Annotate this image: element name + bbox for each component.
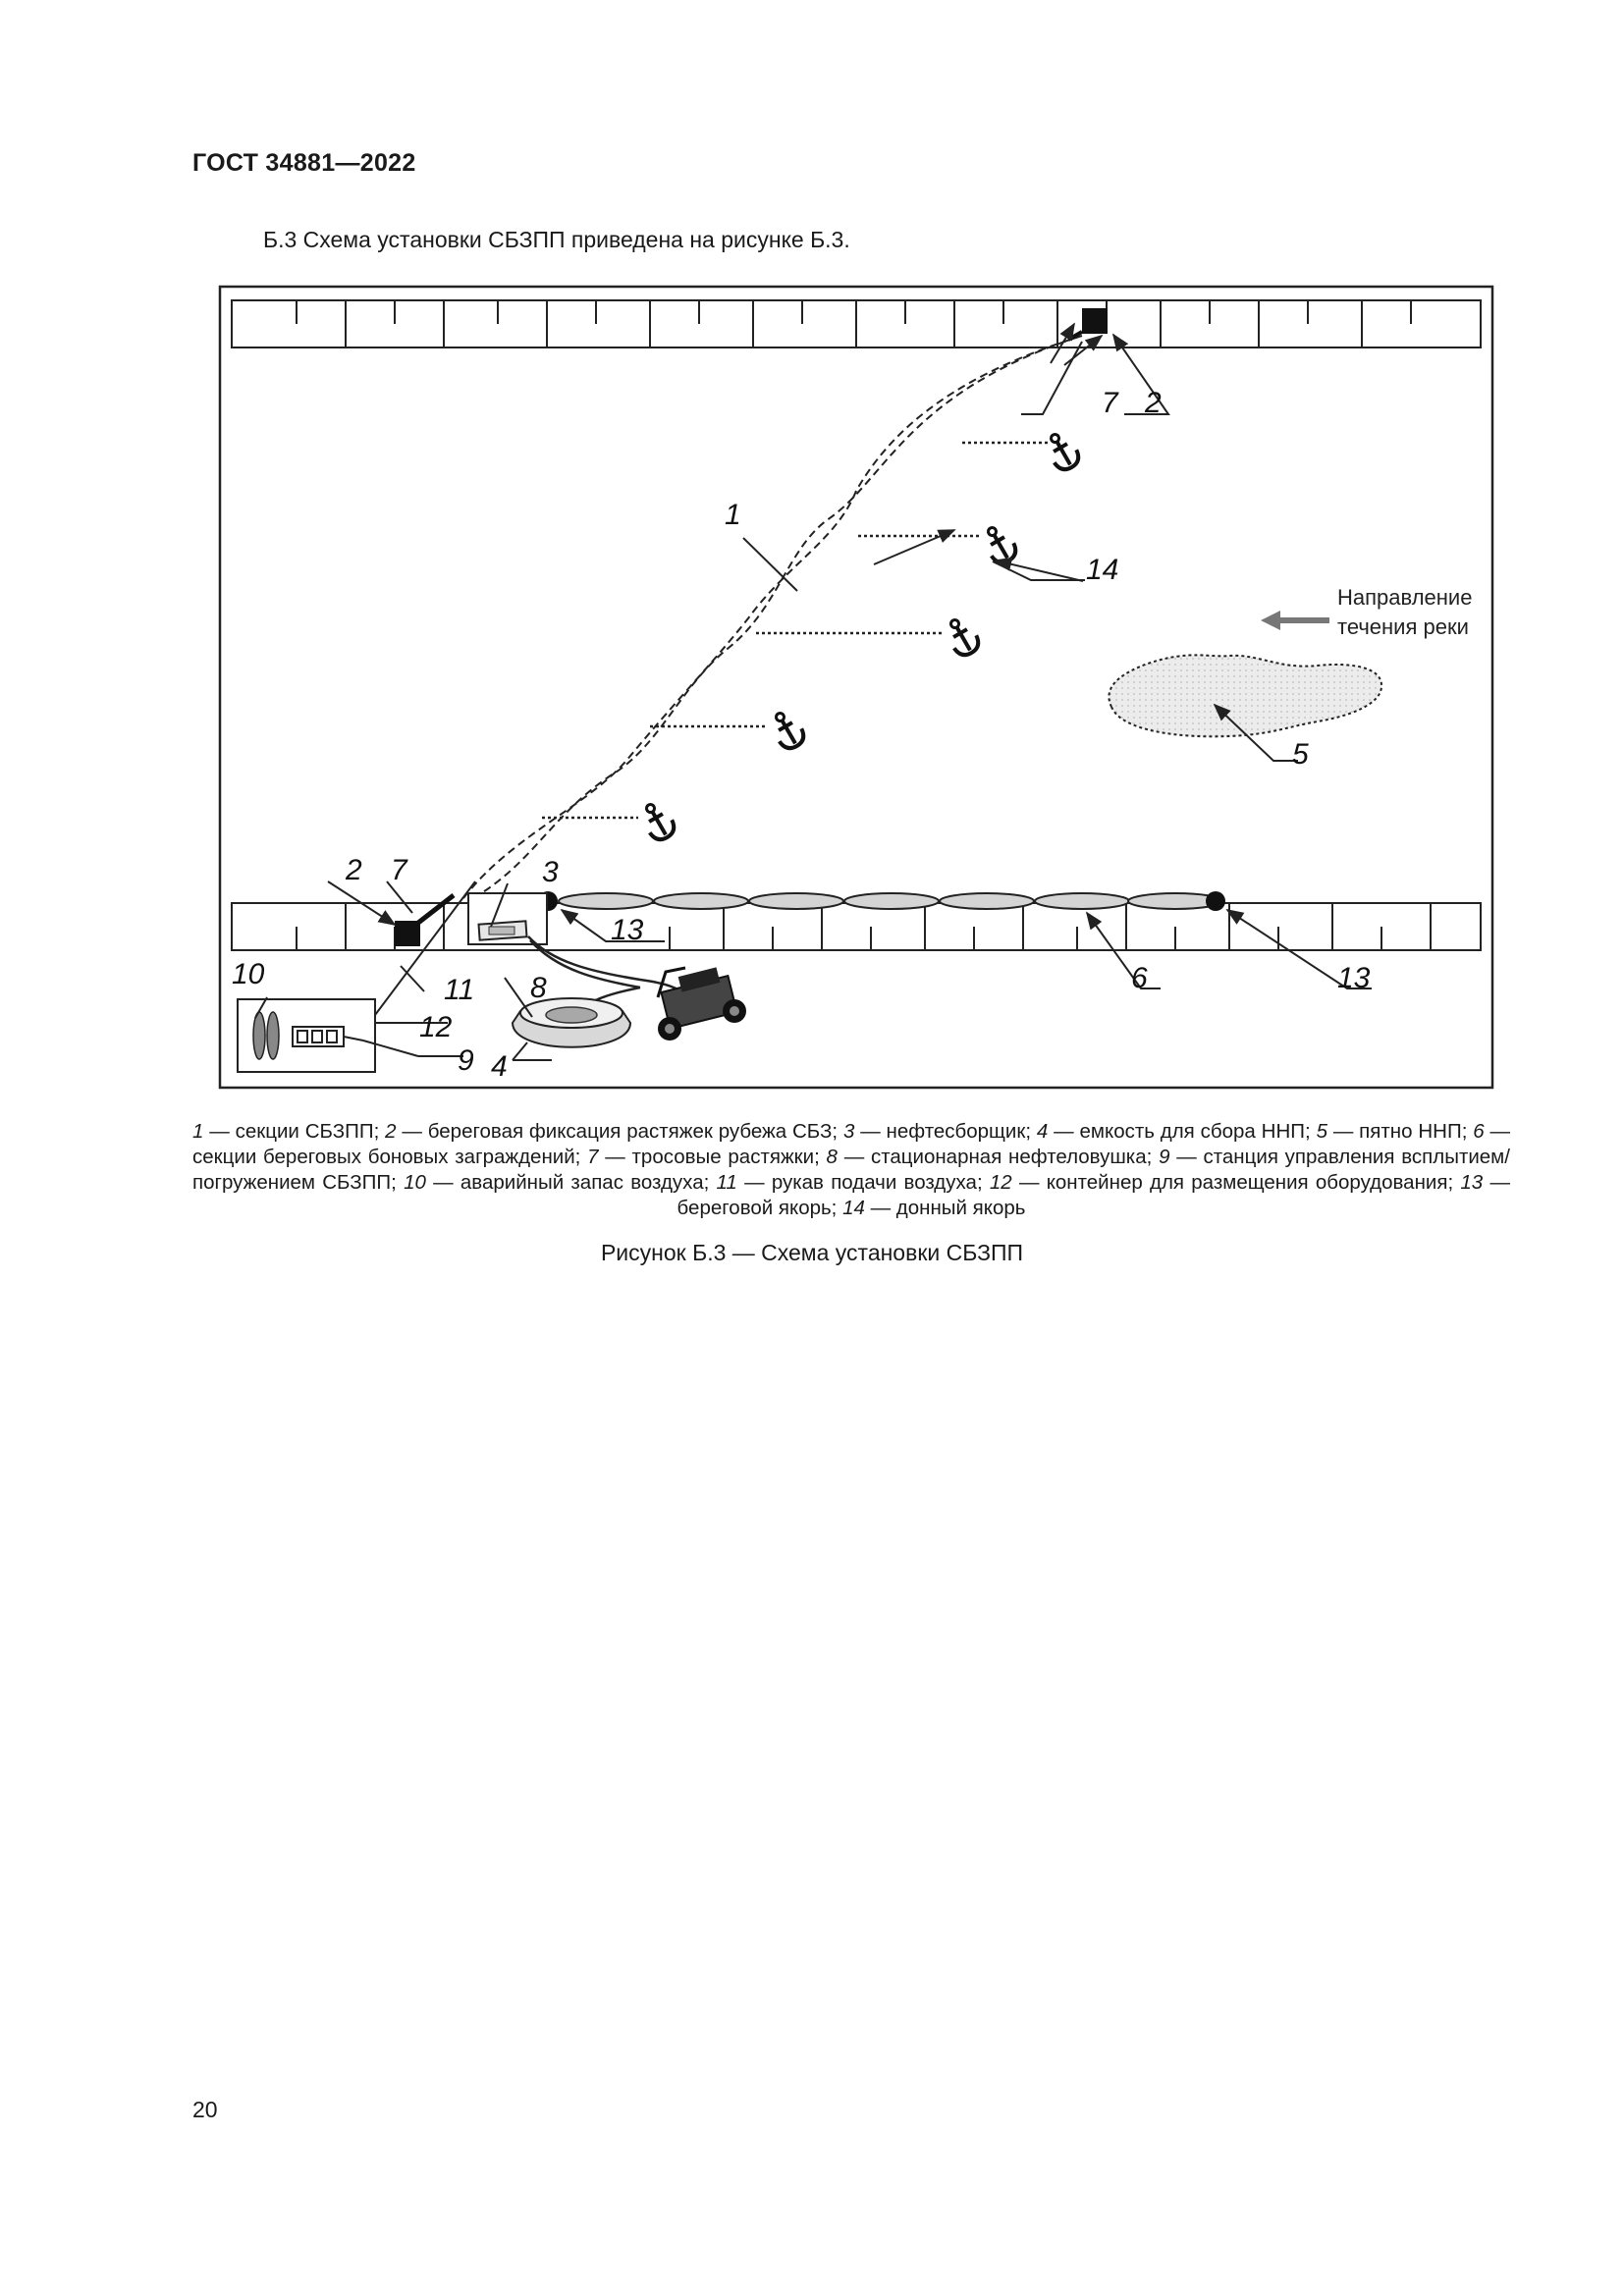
page-number: 20 — [192, 2097, 218, 2122]
label-8: 8 — [530, 972, 547, 1004]
legend-text: — аварийный запас воздуха; — [425, 1171, 717, 1194]
legend-number: 14 — [842, 1197, 865, 1219]
label-4: 4 — [491, 1050, 508, 1083]
air-reserve-tank-2 — [267, 1012, 279, 1059]
label-2-top: 2 — [1145, 387, 1162, 419]
legend-number: 12 — [989, 1171, 1012, 1194]
legend-number: 2 — [385, 1120, 397, 1143]
near-bank-fixation — [395, 921, 420, 946]
flow-label-line2: течения реки — [1337, 614, 1469, 639]
legend-number: 5 — [1316, 1120, 1327, 1143]
legend-number: 6 — [1473, 1120, 1485, 1143]
label-7-bottom: 7 — [391, 854, 407, 886]
far-bank-fixation — [1082, 308, 1108, 334]
label-14: 14 — [1086, 554, 1119, 586]
figure-legend — [192, 1119, 1510, 1221]
installation-diagram — [218, 285, 1494, 1090]
label-9: 9 — [458, 1044, 474, 1077]
label-1: 1 — [725, 499, 741, 531]
air-reserve-tank-1 — [253, 1012, 265, 1059]
intro-paragraph: Б.3 Схема установки СБЗПП приведена на рисунке Б.3. — [263, 227, 850, 252]
legend-number: 10 — [404, 1171, 426, 1194]
shore-anchor-right — [1206, 891, 1225, 911]
legend-text: — береговой якорь; — [677, 1171, 1510, 1219]
legend-text: — секции береговых боновых заграждений; — [192, 1120, 1510, 1168]
label-10: 10 — [232, 958, 265, 990]
legend-text: — емкость для сбора ННП; — [1048, 1120, 1317, 1143]
label-13-right: 13 — [1337, 962, 1371, 994]
legend-text: — секции СБЗПП; — [203, 1120, 386, 1143]
legend-number: 8 — [826, 1146, 838, 1168]
control-station — [293, 1027, 344, 1046]
legend-number: 9 — [1159, 1146, 1170, 1168]
legend-text: — тросовые растяжки; — [598, 1146, 827, 1168]
legend-number: 7 — [587, 1146, 599, 1168]
legend-text: — стационарная нефтеловушка; — [837, 1146, 1160, 1168]
legend-text: — контейнер для размещения оборудования; — [1011, 1171, 1461, 1194]
legend-text: — пятно ННП; — [1326, 1120, 1474, 1143]
label-6: 6 — [1131, 962, 1148, 994]
legend-text: — рукав подачи воздуха; — [736, 1171, 990, 1194]
figure-caption: Рисунок Б.3 — Схема установки СБЗПП — [600, 1240, 1024, 1265]
flow-label-line1: Направление — [1337, 585, 1473, 610]
label-5: 5 — [1292, 738, 1309, 771]
legend-number: 11 — [716, 1171, 737, 1194]
label-12: 12 — [419, 1011, 453, 1043]
legend-text: — береговая фиксация растяжек рубежа СБЗ; — [396, 1120, 843, 1143]
legend-number: 4 — [1036, 1120, 1049, 1143]
legend-text: — донный якорь — [864, 1197, 1026, 1219]
label-13-left: 13 — [611, 914, 644, 946]
legend-number: 13 — [1460, 1171, 1484, 1194]
label-3: 3 — [542, 856, 559, 888]
collection-tank — [513, 998, 630, 1047]
legend-text: — станция управления всплытием/погружением СБЗПП; — [192, 1146, 1510, 1194]
legend-number: 3 — [842, 1120, 855, 1143]
legend-number: 1 — [192, 1120, 204, 1143]
document-header: ГОСТ 34881—2022 — [192, 149, 416, 177]
label-2-bottom: 2 — [346, 854, 362, 886]
label-11: 11 — [444, 974, 475, 1006]
legend-text: — нефтесборщик; — [854, 1120, 1037, 1143]
label-7-top: 7 — [1102, 387, 1118, 419]
